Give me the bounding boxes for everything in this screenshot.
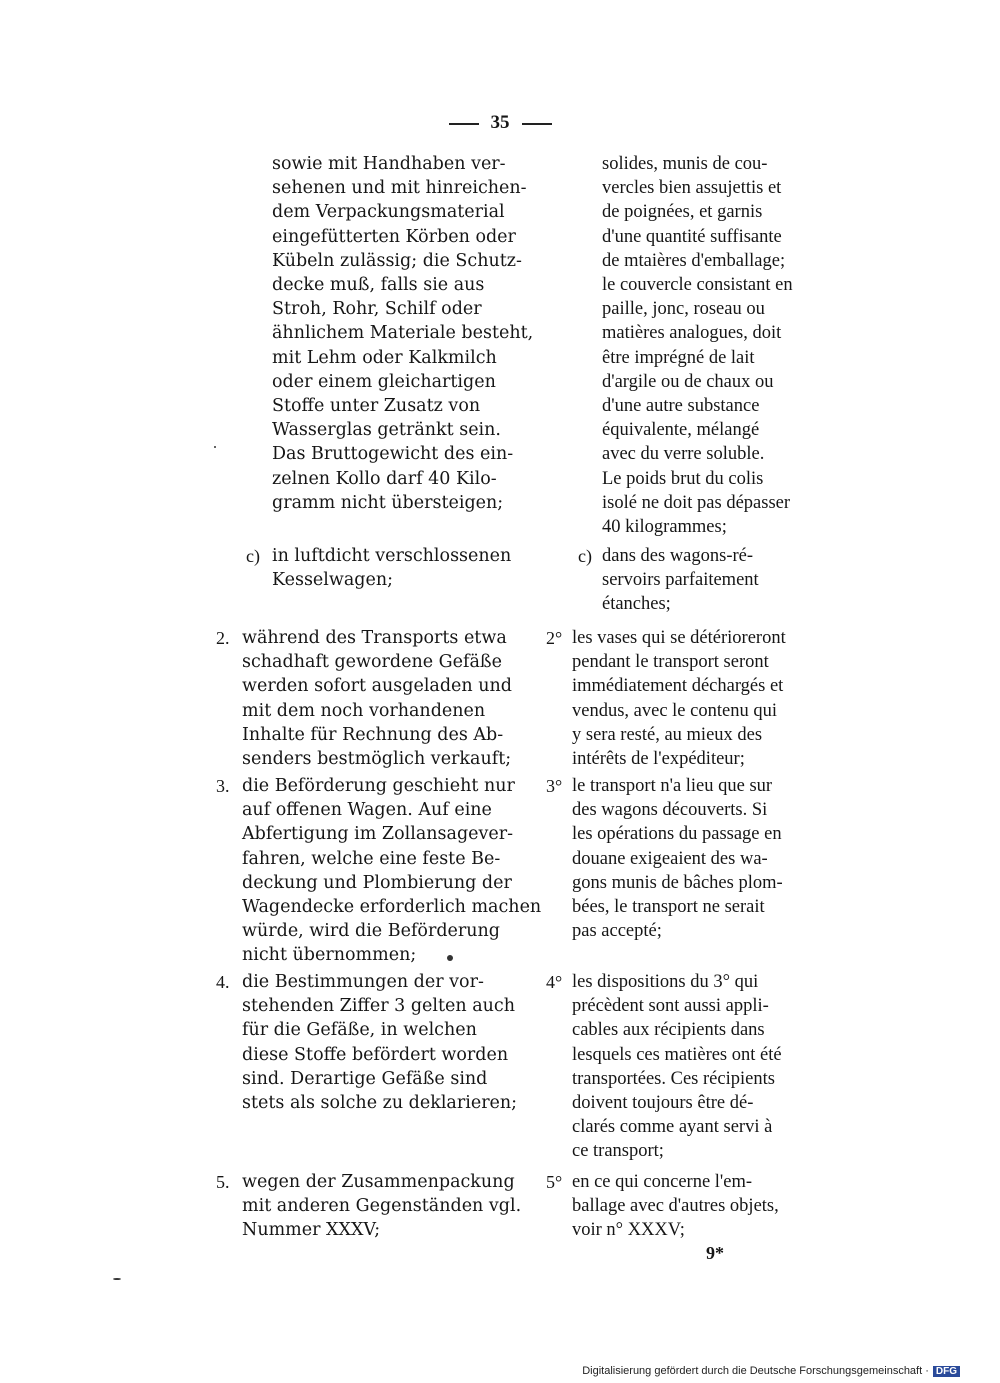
text-line: sind. Derartige Gefäße sind [242,1068,488,1089]
text-line: Le poids brut du colis [602,468,764,489]
fr-item-2 [572,626,812,771]
de-item-2 [242,626,512,771]
text-line: pas accepté; [572,921,662,942]
text-line: nicht übernommen; [242,945,417,966]
text-line: gons munis de bâches plom- [572,872,783,893]
text-line: y sera resté, au mieux des [572,724,763,745]
text-line: wegen der Zusammenpackung [242,1172,515,1192]
text-line: intérêts de l'expéditeur; [572,749,745,770]
fr-item-5 [572,1170,812,1243]
header-dash-right [522,123,552,125]
text-line: Abfertigung im Zollansagever- [242,824,514,845]
text-line: mit anderen Gegenständen vgl. [242,1196,522,1217]
text-line: Wasserglas getränkt sein. [272,420,501,441]
text-line: mit Lehm oder Kalkmilch [272,347,497,368]
text-line: während des Transports etwa [242,628,507,648]
fr-c-marker: c) [578,546,592,566]
de-item-3 [242,774,542,968]
de-c-marker: c) [246,546,260,566]
text-line: ähnlichem Materiale besteht, [272,323,534,344]
text-line: sehenen und mit hinreichen- [272,178,527,199]
text-line: étanches; [602,594,671,615]
text-line: clarés comme ayant servi à [572,1117,773,1138]
fr-item-3-number: 3° [546,776,563,796]
text-line: vendus, avec le contenu qui [572,700,777,721]
text-line: le transport n'a lieu que sur [572,776,773,796]
text-line: des wagons découverts. Si [572,800,768,821]
text-line: d'une quantité suffisante [602,226,782,247]
text-line: isolé ne doit pas dépasser [602,492,791,513]
text-line: zelnen Kollo darf 40 Kilo- [272,468,497,489]
de-item-4 [242,970,518,1115]
text-line: ballage avec d'autres objets, [572,1196,779,1217]
text-line: Nummer XXXV; [242,1220,381,1241]
text-line: die Beförderung geschieht nur [242,776,515,796]
text-line: être imprégné de lait [602,347,755,368]
text-line: les opérations du passage en [572,824,782,845]
text-line: de poignées, et garnis [602,202,763,223]
page-number: 35 [490,112,510,133]
text-line: decke muß, falls sie aus [272,275,485,296]
text-line: fahren, welche eine feste Be- [242,848,501,869]
de-item-3-number: 3. [216,776,230,796]
text-line: werden sofort ausgeladen und [242,676,512,697]
text-line: die Bestimmungen der vor- [242,972,484,992]
text-line: douane exigeaient des wa- [572,848,768,869]
text-line: bées, le transport ne serait [572,897,765,918]
de-item-2-number: 2. [216,628,230,648]
text-line: Kübeln zulässig; die Schutz- [272,250,522,271]
text-line: Kesselwagen; [272,570,394,591]
de-c-text [272,544,512,592]
text-line: en ce qui concerne l'em- [572,1172,753,1192]
text-line: mit dem noch vorhandenen [242,700,486,721]
text-line: dans des wagons-ré- [602,546,754,566]
fr-item-4-number: 4° [546,972,563,992]
text-line: vercles bien assujettis et [602,178,782,199]
text-line: Stoffe unter Zusatz von [272,396,481,417]
text-line: doivent toujours être dé- [572,1093,754,1114]
text-line: stehenden Ziffer 3 gelten auch [242,996,515,1017]
footer-text: Digitalisierung gefördert durch die Deutsche Forschungsgemeinschaft · [582,1365,929,1377]
text-line: voir n° XXXV; [572,1220,685,1241]
text-line: eingefütterten Körben oder [272,226,516,247]
de-intro [272,152,534,515]
text-line: immédiatement déchargés et [572,676,784,697]
text-line: senders bestmöglich verkauft; [242,749,512,770]
text-line: de mtaières d'emballage; [602,250,786,271]
text-line: les dispositions du 3° qui [572,972,759,992]
fr-c-text [602,544,812,617]
text-line: würde, wird die Beförderung [242,921,500,942]
signature-mark: 9* [706,1243,724,1263]
text-line: dem Verpackungsmaterial [272,202,505,223]
text-line: Stroh, Rohr, Schilf oder [272,299,482,320]
text-line: le couvercle consistant en [602,275,793,296]
text-line: Inhalte für Rechnung des Ab- [242,724,504,745]
fr-intro [602,152,812,539]
text-line: Wagendecke erforderlich machen [242,897,542,918]
text-line: diese Stoffe befördert worden [242,1044,509,1065]
text-line: paille, jonc, roseau ou [602,299,765,320]
de-item-5 [242,1170,522,1243]
scan-speck [214,446,216,448]
text-line: sowie mit Handhaben ver- [272,154,506,174]
text-line: avec du verre soluble. [602,444,765,465]
fr-item-4 [572,970,812,1164]
text-line: matières analogues, doit [602,323,782,344]
de-item-4-number: 4. [216,972,230,992]
dfg-logo: DFG [933,1366,960,1377]
text-line: d'argile ou de chaux ou [602,371,774,392]
text-line: deckung und Plombierung der [242,872,512,893]
text-line: stets als solche zu deklarieren; [242,1093,518,1114]
text-line: pendant le transport seront [572,652,769,673]
fr-item-3 [572,774,812,943]
text-line: 40 kilogrammes; [602,517,727,538]
text-line: les vases qui se détérioreront [572,628,786,648]
fr-item-5-number: 5° [546,1172,563,1192]
text-line: transportées. Ces récipients [572,1068,775,1089]
header-dash-left [449,123,479,125]
text-line: oder einem gleichartigen [272,371,496,392]
text-line: solides, munis de cou- [602,154,768,174]
text-line: équivalente, mélangé [602,420,760,441]
text-line: lesquels ces matières ont été [572,1044,782,1065]
text-line: précèdent sont aussi appli- [572,996,769,1017]
text-line: für die Gefäße, in welchen [242,1020,477,1041]
text-line: cables aux récipients dans [572,1020,765,1041]
text-line: Das Bruttogewicht des ein- [272,444,514,465]
text-line: auf offenen Wagen. Auf eine [242,800,492,821]
page-header [0,112,1000,134]
digitization-footer [582,1365,960,1377]
de-item-5-number: 5. [216,1172,230,1192]
text-line: d'une autre substance [602,396,760,417]
scan-speck [113,1278,121,1280]
text-line: schadhaft gewordene Gefäße [242,652,502,673]
text-line: servoirs parfaitement [602,570,759,591]
text-line: gramm nicht übersteigen; [272,492,504,513]
text-line: in luftdicht verschlossenen [272,546,512,566]
text-line: ce transport; [572,1141,664,1162]
scan-speck [447,955,453,961]
fr-item-2-number: 2° [546,628,563,648]
